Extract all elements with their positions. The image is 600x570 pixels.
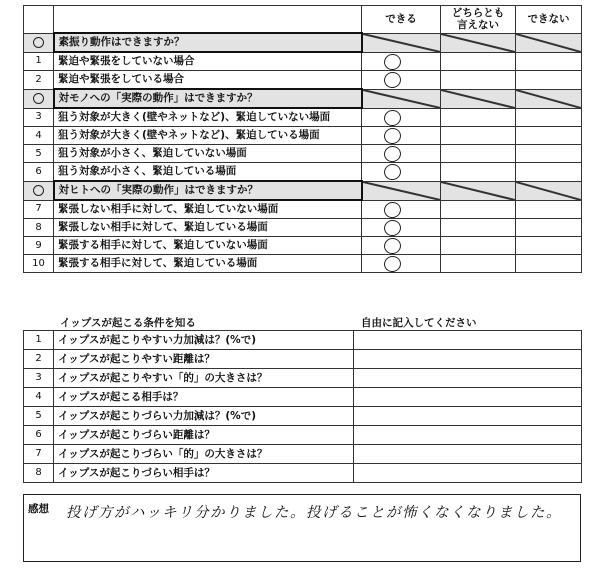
row-number: 8 [24,464,54,483]
handwritten-circle-icon [383,163,403,182]
row-number: 8 [24,219,54,237]
section-row [24,181,582,200]
answer-cell[interactable] [362,71,441,90]
answer-cell[interactable] [516,108,582,127]
answer-cell[interactable] [362,237,441,255]
handwritten-circle-icon [383,219,403,237]
ability-row [24,219,582,237]
section-row [24,33,582,52]
row-number: 1 [24,331,54,350]
condition-row [24,426,582,445]
condition-row [24,331,582,350]
row-number: 4 [24,388,54,407]
answer-cell[interactable] [441,127,516,145]
free-entry-cell[interactable] [354,369,582,388]
answer-cell[interactable] [362,127,441,145]
row-number [24,181,54,200]
row-number: 2 [24,350,54,369]
answer-cell[interactable] [362,145,441,163]
header-neutral: どちらとも 言えない [441,6,516,34]
conditions-title: イップスが起こる条件を知る [60,317,196,329]
free-entry-cell[interactable] [354,407,582,426]
answer-cell[interactable] [516,219,582,237]
crossed-out-cell[interactable] [441,33,516,52]
header-blank-num [24,6,54,34]
condition-question: イップスが起こりづらい距離は？ [54,426,354,445]
free-entry-cell[interactable] [354,388,582,407]
row-number: 9 [24,237,54,255]
answer-cell[interactable] [362,219,441,237]
diagonal-line [363,90,441,108]
diagonal-line [363,182,441,200]
ability-row [24,127,582,145]
condition-question: イップスが起こりやすい力加減は？(%で) [54,331,354,350]
crossed-out-cell[interactable] [362,89,441,108]
answer-cell[interactable] [441,163,516,182]
ability-row [24,145,582,163]
section-question: 対モノへの「実際の動作」はできますか？ [54,89,362,108]
condition-question: イップスが起こりづらい力加減は？(%で) [54,407,354,426]
condition-row [24,464,582,483]
condition-question: イップスが起こる相手は？ [54,388,354,407]
free-entry-cell[interactable] [354,464,582,483]
handwritten-circle-icon [383,255,403,273]
diagonal-line [441,90,515,108]
ability-row [24,52,582,71]
ability-row [24,200,582,219]
row-text: 緊張しない相手に対して、緊迫していない場面 [54,200,362,219]
impressions-handwritten-text: 投げ方がハッキリ分かりました。投げることが怖くなくなりました。 [66,505,562,521]
row-number: 5 [24,145,54,163]
answer-cell[interactable] [516,237,582,255]
answer-cell[interactable] [516,163,582,182]
ability-row [24,108,582,127]
free-entry-cell[interactable] [354,350,582,369]
answer-cell[interactable] [516,71,582,90]
answer-cell[interactable] [362,255,441,273]
answer-cell[interactable] [362,52,441,71]
ability-row [24,163,582,182]
row-text: 狙う対象が小さく、緊迫している場面 [54,163,362,182]
row-text: 狙う対象が大きく(壁やネットなど)、緊迫していない場面 [54,108,362,127]
row-number: 6 [24,163,54,182]
answer-cell[interactable] [516,200,582,219]
ability-row [24,237,582,255]
row-number: 7 [24,200,54,219]
row-number: 3 [24,369,54,388]
answer-cell[interactable] [441,108,516,127]
header-cannot: できない [516,6,582,34]
free-entry-cell[interactable] [354,331,582,350]
section-row [24,89,582,108]
condition-row [24,369,582,388]
row-text: 緊張する相手に対して、緊迫している場面 [54,255,362,273]
condition-question: イップスが起こりやすい「的」の大きさは？ [54,369,354,388]
diagonal-line [441,34,515,52]
answer-cell[interactable] [362,163,441,182]
handwritten-circle-icon [383,108,403,127]
section-question: 素振り動作はできますか？ [54,33,362,52]
row-number: 2 [24,71,54,90]
crossed-out-cell[interactable] [516,89,582,108]
diagonal-line [363,34,441,52]
crossed-out-cell[interactable] [441,181,516,200]
answer-cell[interactable] [441,71,516,90]
ability-table-header [24,6,582,34]
handwritten-circle-icon [383,145,403,163]
row-text: 狙う対象が大きく(壁やネットなど)、緊迫している場面 [54,127,362,145]
diagonal-line [516,34,581,52]
ability-table [23,5,582,273]
crossed-out-cell[interactable] [441,89,516,108]
row-number: 4 [24,127,54,145]
row-number: 10 [24,255,54,273]
free-entry-cell[interactable] [354,445,582,464]
row-number: 6 [24,426,54,445]
row-text: 緊張する相手に対して、緊迫していない場面 [54,237,362,255]
condition-question: イップスが起こりづらい相手は？ [54,464,354,483]
row-number [24,33,54,52]
diagonal-line [441,182,515,200]
answer-cell[interactable] [516,255,582,273]
row-number [24,89,54,108]
handwritten-circle-icon [383,71,403,90]
ability-row [24,71,582,90]
condition-question: イップスが起こりやすい距離は？ [54,350,354,369]
answer-cell[interactable] [441,237,516,255]
answer-cell[interactable] [441,219,516,237]
header-blank-text [54,6,362,34]
condition-row [24,350,582,369]
answer-cell[interactable] [441,200,516,219]
answer-cell[interactable] [362,108,441,127]
ability-row [24,255,582,273]
condition-row [24,388,582,407]
answer-cell[interactable] [516,145,582,163]
section-circle-icon [33,93,44,104]
free-entry-header: 自由に記入してください [361,317,477,329]
crossed-out-cell[interactable] [516,33,582,52]
section-circle-icon [33,185,44,196]
crossed-out-cell[interactable] [362,33,441,52]
section-question: 対ヒトへの「実際の動作」はできますか？ [54,181,362,200]
answer-cell[interactable] [516,52,582,71]
answer-cell[interactable] [441,145,516,163]
diagonal-line [516,182,581,200]
answer-cell[interactable] [441,52,516,71]
row-number: 3 [24,108,54,127]
free-entry-cell[interactable] [354,426,582,445]
row-number: 1 [24,52,54,71]
row-number: 5 [24,407,54,426]
row-text: 緊張しない相手に対して、緊迫している場面 [54,219,362,237]
handwritten-circle-icon [383,237,403,255]
section-circle-icon [33,37,44,48]
crossed-out-cell[interactable] [516,181,582,200]
answer-cell[interactable] [516,127,582,145]
condition-question: イップスが起こりづらい「的」の大きさは？ [54,445,354,464]
row-text: 緊迫や緊張をしていない場合 [54,52,362,71]
handwritten-circle-icon [383,52,403,71]
diagonal-line [516,90,581,108]
row-number: 7 [24,445,54,464]
row-text: 緊迫や緊張をしている場合 [54,71,362,90]
impressions-box[interactable] [23,494,581,562]
condition-row [24,407,582,426]
header-can: できる [362,6,441,34]
conditions-table [23,330,582,483]
row-text: 狙う対象が小さく、緊迫していない場面 [54,145,362,163]
impressions-label: 感想 [28,503,49,515]
answer-cell[interactable] [441,255,516,273]
handwritten-circle-icon [383,127,403,145]
handwritten-circle-icon [383,200,403,219]
crossed-out-cell[interactable] [362,181,441,200]
answer-cell[interactable] [362,200,441,219]
condition-row [24,445,582,464]
